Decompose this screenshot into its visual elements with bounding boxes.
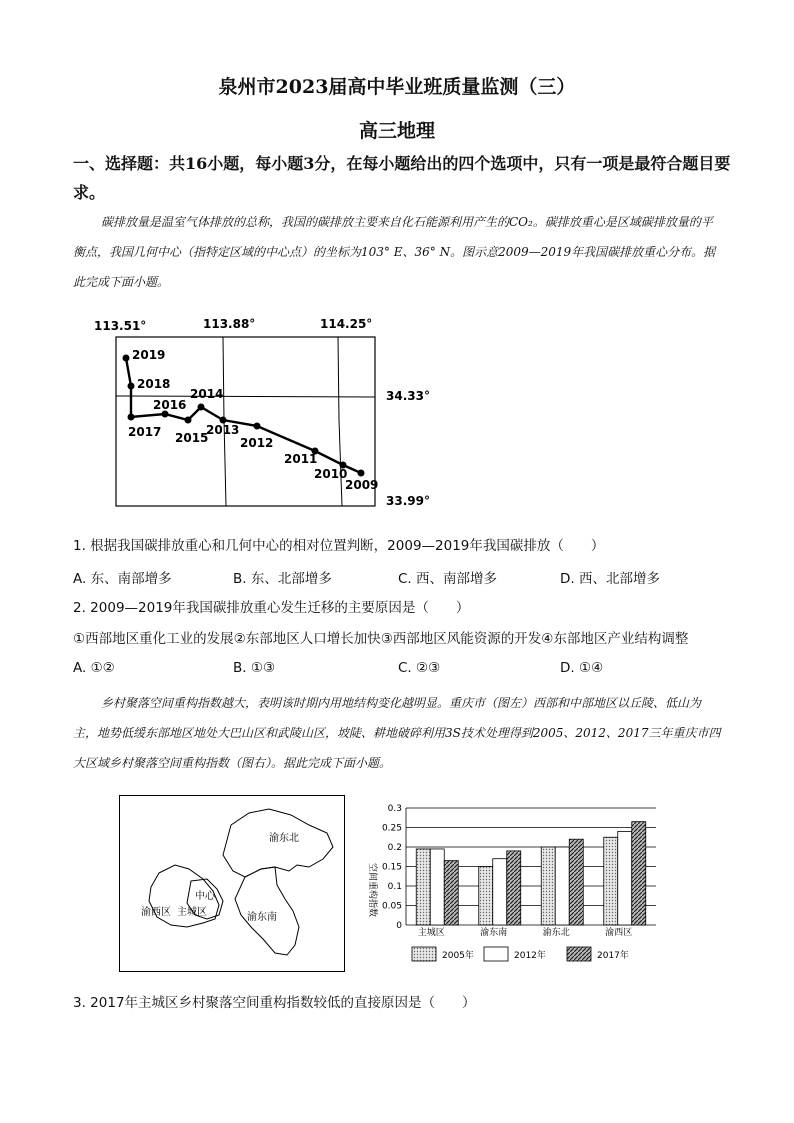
bar-渝东南-2017年 [507, 851, 521, 925]
y-tick-label: 0.3 [387, 804, 402, 814]
latitude-line-34-33 [116, 396, 375, 397]
bars [416, 822, 646, 925]
year-label: 2017 [128, 425, 162, 439]
point-2018 [128, 383, 135, 390]
lat-label: 33.99° [386, 494, 430, 508]
y-axis-ticks [382, 804, 402, 931]
point-2014 [198, 404, 205, 411]
bar-渝西区-2005年 [604, 837, 618, 925]
region-label: 渝西区 [141, 907, 171, 918]
y-tick-label: 0.05 [381, 901, 402, 912]
region-label: 渝东北 [269, 833, 299, 844]
point-2012 [254, 423, 261, 430]
question-1-stem: 1. 根据我国碳排放重心和几何中心的相对位置判断，2009—2019年我国碳排放（ ） [73, 538, 605, 554]
x-axis-labels [418, 926, 633, 938]
question-2-stem: 2. 2009—2019年我国碳排放重心发生迁移的主要原因是（ ） [73, 600, 470, 616]
year-label: 2009 [345, 478, 379, 492]
year-label: 2012 [240, 436, 274, 450]
bar-渝西区-2012年 [618, 831, 632, 925]
year-label: 2013 [206, 423, 240, 437]
lat-label: 34.33° [386, 389, 430, 403]
question-2-options [73, 660, 733, 680]
question-2-statements: ①西部地区重化工业的发展②东部地区人口增长加快③西部地区风能资源的开发④东部地区产业结构调整 [73, 631, 689, 647]
bar-渝东北-2017年 [569, 839, 583, 925]
legend [412, 947, 629, 961]
year-label: 2014 [190, 387, 224, 401]
lon-label: 113.51° [94, 319, 147, 333]
year-label: 2010 [314, 467, 348, 481]
legend-swatch [567, 947, 591, 961]
year-label: 2016 [153, 398, 187, 412]
option-c[interactable]: C. ②③ [398, 660, 441, 676]
bar-主城区-2017年 [444, 861, 458, 925]
region-label: 中心 [195, 891, 215, 902]
y-tick-label: 0.1 [387, 882, 402, 892]
option-b[interactable]: B. 东、北部增多 [233, 571, 332, 587]
point-2015 [185, 417, 192, 424]
bar-主城区-2012年 [430, 849, 444, 925]
option-b[interactable]: B. ①③ [233, 660, 276, 676]
option-a[interactable]: A. 东、南部增多 [73, 571, 172, 587]
bar-渝东南-2005年 [479, 867, 493, 926]
passage-2: 乡村聚落空间重构指数越大，表明该时期内用地结构变化越明显。重庆市（图左）西部和中部地区以丘陵、低山为主，地势低缓东部地区地处大巴山区和武陵山区，坡陡、耕地破碎利用3S技术处理得到2005、2012、2017三年重庆市四大区域乡村聚落空间重构指数（图右）。据此完成下面小题。 [73, 696, 721, 770]
question-3-stem: 3. 2017年主城区乡村聚落空间重构指数较低的直接原因是（ ） [73, 995, 476, 1011]
year-label: 2015 [175, 431, 209, 445]
year-label: 2011 [284, 452, 318, 466]
point-2017 [128, 414, 135, 421]
y-tick-label: 0 [396, 921, 402, 931]
y-tick-label: 0.2 [387, 843, 402, 853]
lon-label: 113.88° [203, 317, 256, 331]
page-title: 泉州市2023届高中毕业班质量监测（三） [218, 76, 576, 98]
bar-渝东北-2012年 [555, 847, 569, 925]
bar-主城区-2005年 [416, 849, 430, 925]
legend-swatch [484, 947, 508, 961]
x-tick-label: 渝西区 [605, 928, 633, 938]
bar-渝西区-2017年 [632, 822, 646, 925]
y-tick-label: 0.25 [381, 823, 402, 834]
x-tick-label: 渝东南 [480, 928, 508, 938]
lon-label: 114.25° [320, 317, 373, 331]
point-2009 [358, 470, 365, 477]
legend-label: 2005年 [442, 951, 474, 961]
region-label: 渝东南 [247, 912, 277, 923]
option-a[interactable]: A. ①② [73, 660, 115, 676]
bar-渝东南-2012年 [493, 859, 507, 925]
legend-label: 2012年 [514, 951, 546, 961]
y-tick-label: 0.15 [381, 862, 402, 873]
bar-渝东北-2005年 [541, 847, 555, 925]
x-tick-label: 渝东北 [542, 928, 570, 938]
carbon-centroid-map [80, 310, 460, 510]
option-d[interactable]: D. ①④ [560, 660, 604, 676]
year-label: 2018 [137, 377, 171, 391]
option-d[interactable]: D. 西、北部增多 [560, 571, 660, 587]
section-heading: 一、选择题：共16小题，每小题3分，在每小题给出的四个选项中，只有一项是最符合题目要求。 [73, 154, 731, 202]
legend-swatch [412, 947, 436, 961]
centroid-path [126, 358, 361, 473]
question-1-options [73, 567, 733, 587]
passage-1: 碳排放量是温室气体排放的总称，我国的碳排放主要来自化石能源利用产生的CO₂。碳排放重心是区域碳排放量的平衡点，我国几何中心（指特定区域的中心点）的坐标为103° E、36° N。图示意2009—2019年我国碳排放重心分布。据此完成下面小题。 [73, 215, 716, 289]
x-tick-label: 主城区 [417, 928, 445, 938]
option-c[interactable]: C. 西、南部增多 [398, 571, 498, 587]
chongqing-map [119, 795, 345, 972]
point-2019 [123, 355, 130, 362]
year-label: 2019 [132, 348, 166, 362]
y-axis-label: 空间重构指数 [367, 862, 377, 918]
legend-label: 2017年 [597, 951, 629, 961]
reconstruction-index-chart [362, 800, 662, 972]
page-subtitle: 高三地理 [358, 120, 435, 142]
region-label: 主城区 [177, 907, 207, 918]
